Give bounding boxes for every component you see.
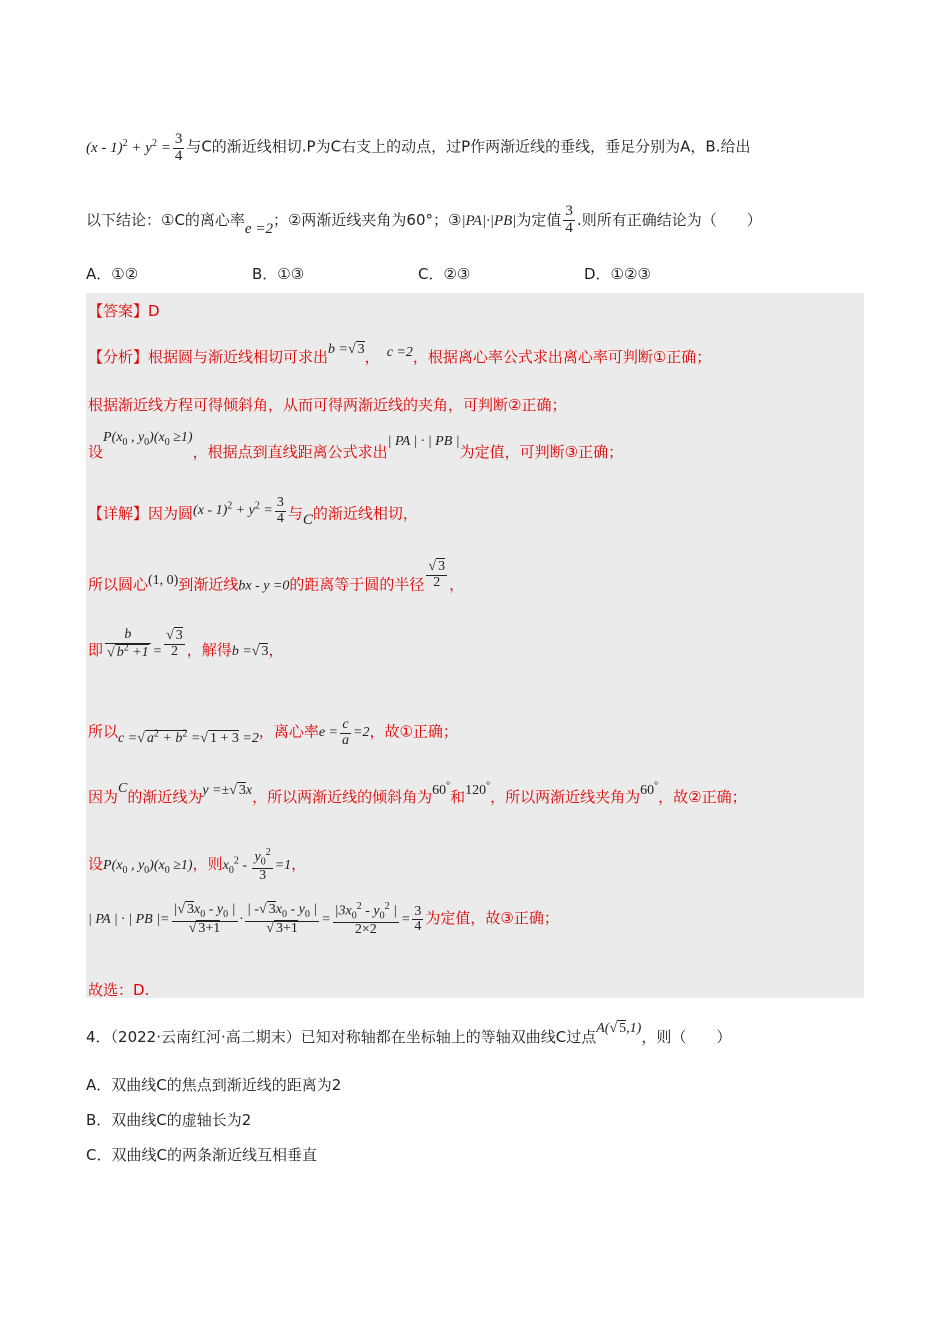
- point-p-def-2: $P(x_0$ , $y_0)(x_0 \ge 1)$: [103, 858, 193, 876]
- three-quarters: $\frac{3}{4}$: [565, 203, 573, 236]
- analysis-line3-b: ，根据点到直线距离公式求出: [192, 443, 388, 461]
- asym-f: ，故②正确；: [658, 788, 747, 806]
- detail-line: [88, 495, 418, 530]
- curve-c-2: C: [118, 781, 128, 796]
- detail-b: 与: [287, 504, 303, 523]
- angle-120: 120°: [465, 780, 491, 798]
- q4-stem-b: ，则（ ）: [641, 1028, 732, 1046]
- q3-option-b[interactable]: B．①③: [252, 265, 305, 283]
- set-b: ，则: [192, 855, 223, 874]
- ecc-c: ，故①正确；: [369, 722, 458, 741]
- analysis-label: 【分析】: [88, 348, 149, 366]
- q3-line1-text: 与C的渐近线相切.P为C右支上的动点，过P作两渐近线的垂线，垂足分别为A，B.给出: [186, 137, 751, 156]
- asym-d: 和: [450, 788, 466, 806]
- choose-line: 故选：D.: [88, 981, 150, 999]
- curve-c: C: [302, 512, 313, 529]
- q3-option-d[interactable]: D．①②③: [584, 265, 651, 283]
- q4-option-a[interactable]: A．双曲线C的焦点到渐近线的距离为2: [86, 1076, 342, 1094]
- q3-line2-a: 以下结论：①C的离心率: [86, 210, 245, 229]
- asym-a: 因为: [88, 788, 119, 806]
- eq-c: ，: [268, 641, 284, 660]
- center-c: 的距离等于圆的半径: [289, 575, 425, 594]
- detail-c: 的渐近线相切，: [312, 504, 418, 523]
- analysis-line3: [88, 430, 624, 464]
- angle-60: 60°: [432, 780, 451, 798]
- q3-line2: [86, 204, 762, 237]
- q3-line2-c: 为定值: [516, 210, 562, 229]
- q4-stem-a: 4．（2022·云南红河·高二期末）已知对称轴都在坐标轴上的等轴双曲线C过点: [86, 1028, 597, 1046]
- center-d: ，: [449, 575, 465, 594]
- q3-option-c[interactable]: C．②③: [418, 265, 471, 283]
- center-a: 所以圆心: [88, 575, 149, 594]
- set-a: 设: [88, 855, 104, 874]
- center-line: [88, 559, 465, 600]
- asym-c: ，所以两渐近线的倾斜角为: [252, 788, 433, 806]
- ecc-b: ，离心率: [258, 722, 319, 741]
- answer-line: 【答案】D: [88, 302, 160, 320]
- q4-option-c[interactable]: C．双曲线C的两条渐近线互相垂直: [86, 1146, 317, 1164]
- set-c: ，: [291, 855, 307, 874]
- q3-line2-d: .则所有正确结论为（ ）: [576, 210, 762, 229]
- asymptote-line: bx - y =0: [238, 578, 290, 594]
- circle-equation-2: $(x - 1)^2 + y^2$ = $\frac{3}{4}$: [193, 495, 284, 526]
- analysis-b: ，: [364, 348, 380, 366]
- eq-b: ，解得: [186, 641, 232, 660]
- pa-pb-abs: | PA | · | PB |: [387, 434, 460, 449]
- q3-line2-b: ；②两渐近线夹角为60°；③: [272, 210, 462, 229]
- sqrt3-over-2: $\frac{√ 3}{2}$: [166, 628, 183, 660]
- asym-e: ，所以两渐近线夹角为: [490, 788, 641, 806]
- equals-sign: =: [152, 644, 163, 660]
- final-product-formula: | PA | · | PB |= $\frac{|√ 3x_0 - y_0 |}{√ 3+1}$ · $\frac{| -√ 3x_0 - y_0 |}{√ 3+1}$ = $\frac{|3x_0^2 - y_0^2 |}{2\times 2}$ = $\frac{3}{4}$: [88, 901, 422, 937]
- circle-equation: $(x - 1)^2 + y^2$ = $\frac{3}{4}$: [86, 131, 183, 164]
- q4-option-b[interactable]: B．双曲线C的虚轴长为2: [86, 1111, 252, 1129]
- final-text: 为定值，故③正确；: [425, 909, 559, 928]
- distance-frac: $\frac{b}{√ b^2 +1}$: [107, 627, 149, 661]
- c-equals-2: c =2: [379, 345, 413, 360]
- analysis-line2: 根据渐近线方程可得倾斜角，从而可得两渐近线的夹角，可判断②正确；: [88, 396, 567, 414]
- analysis-line1: [88, 342, 712, 367]
- analysis-line3-c: 为定值，可判断③正确；: [459, 443, 624, 461]
- analysis-c: ，根据离心率公式求出离心率可判断①正确；: [412, 348, 712, 366]
- detail-label: 【详解】: [88, 504, 149, 523]
- asym-b: 的渐近线为: [127, 788, 203, 806]
- point-a: A(√ 5,1): [596, 1021, 642, 1036]
- q4-stem: [86, 1021, 732, 1047]
- equation-line: [88, 627, 284, 667]
- analysis-line3-a: 设: [88, 443, 104, 461]
- eccentricity-formula: e =2: [244, 220, 273, 237]
- radius-frac: $\frac{√ 3}{2}$: [428, 559, 446, 590]
- set-point-line: [88, 848, 306, 884]
- eq-a: 即: [88, 641, 104, 660]
- ecc-a: 所以: [88, 722, 119, 741]
- b-solution: b =√ 3: [231, 644, 269, 660]
- asymptote-angle-line: [88, 780, 747, 807]
- q3-option-a[interactable]: A．①②: [86, 265, 139, 283]
- detail-a: 因为圆: [148, 504, 194, 523]
- analysis-a: 根据圆与渐近线相切可求出: [148, 348, 329, 366]
- final-computation-line: [88, 902, 559, 938]
- hyperbola-equation: $x_0^2$ - $\frac{y_0^2}{3}$ =1: [222, 847, 292, 883]
- point-p-def: $P(x_0$ , $y_0)(x_0 \ge 1)$: [103, 430, 193, 448]
- asymptote-equation: y =±√ 3x: [202, 783, 253, 798]
- center-point: (1, 0): [148, 572, 179, 588]
- eccentricity-line: [88, 718, 458, 748]
- e-value: e = $\frac{c}{a}$ =2: [318, 717, 370, 748]
- center-b: 到渐近线: [178, 575, 239, 594]
- pa-pb-product: |PA|·|PB|: [461, 212, 517, 229]
- angle-60-2: 60°: [640, 780, 659, 798]
- c-value: c =√ $a^2 + b^2$ =√ 1 + 3 =2: [118, 728, 259, 747]
- b-equals-sqrt3: b =√ 3: [328, 342, 365, 357]
- q3-line1: [86, 132, 750, 165]
